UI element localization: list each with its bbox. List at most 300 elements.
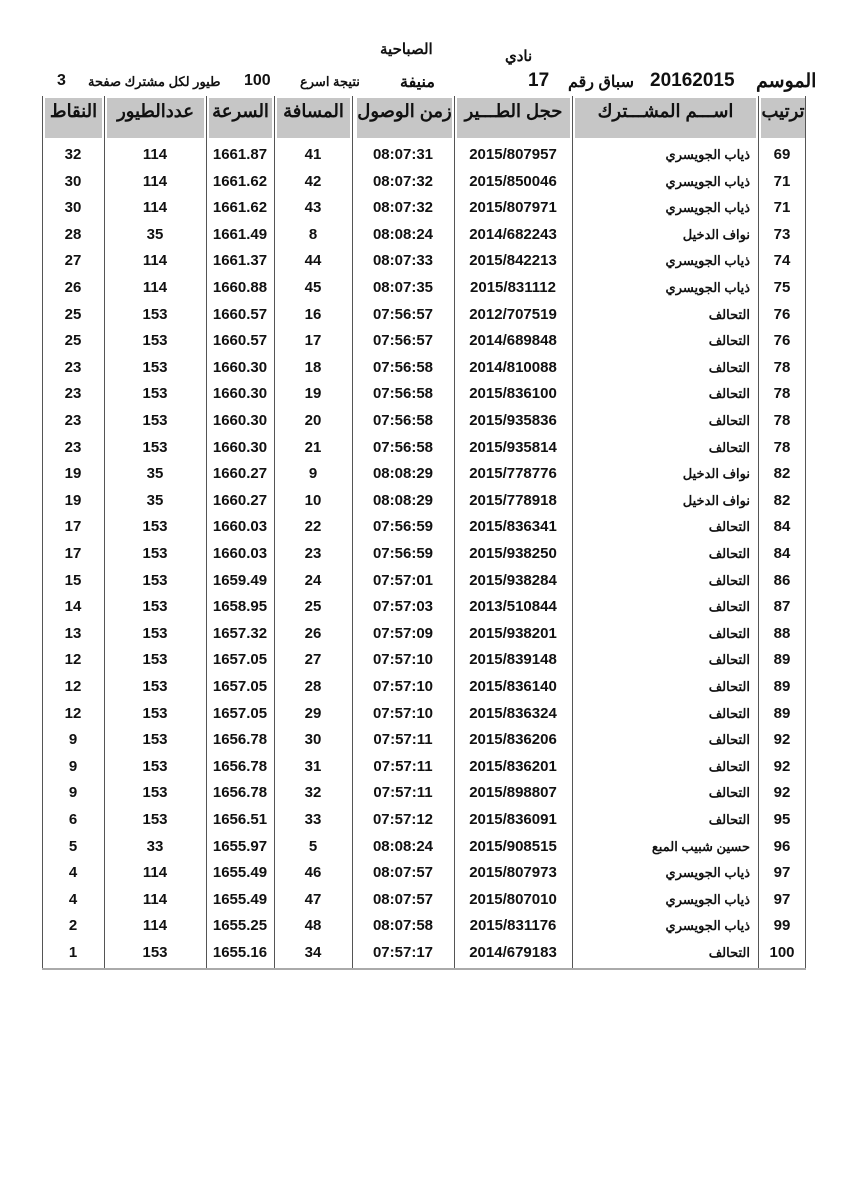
table-row — [42, 621, 806, 648]
cell-arrival: 07:57:10 — [372, 651, 434, 669]
cell-rank: 78 — [773, 385, 791, 403]
table-row — [42, 754, 806, 781]
cell-speed: 1659.49 — [212, 571, 268, 589]
header-ring-number: حجل الطـــير — [457, 98, 570, 138]
header-bird-count: عددالطيور — [107, 98, 204, 138]
cell-ring: 2015/807971 — [469, 199, 557, 217]
cell-distance: 27 — [304, 651, 322, 669]
table-row — [42, 195, 806, 222]
cell-count: 114 — [142, 146, 168, 163]
cell-points: 23 — [64, 385, 82, 403]
cell-points: 32 — [64, 146, 82, 163]
cell-ring: 2014/689848 — [469, 332, 557, 350]
cell-arrival: 08:07:58 — [372, 917, 434, 935]
cell-distance: 22 — [304, 518, 322, 536]
cell-speed: 1660.27 — [212, 491, 268, 509]
cell-rank: 73 — [773, 225, 791, 243]
cell-points: 26 — [64, 279, 82, 296]
results-table — [42, 96, 806, 970]
cell-ring: 2015/938284 — [469, 571, 557, 589]
cell-name: حسين شبيب المبع — [651, 838, 750, 854]
table-row — [42, 780, 806, 807]
cell-arrival: 07:56:57 — [372, 332, 434, 350]
table-row — [42, 488, 806, 515]
cell-count: 35 — [146, 465, 164, 483]
cell-rank: 71 — [773, 172, 791, 190]
table-row — [42, 887, 806, 914]
cell-count: 153 — [142, 704, 168, 722]
cell-arrival: 08:08:24 — [372, 837, 434, 855]
cell-speed: 1660.88 — [212, 279, 268, 296]
cell-arrival: 07:56:59 — [372, 518, 434, 536]
cell-count: 153 — [142, 385, 168, 403]
cell-arrival: 07:57:03 — [372, 598, 434, 616]
cell-points: 14 — [64, 598, 82, 616]
cell-distance: 23 — [304, 545, 322, 562]
season-value: 20162015 — [650, 70, 735, 91]
cell-arrival: 08:08:29 — [372, 491, 434, 509]
page-number: 3 — [57, 72, 66, 89]
cell-distance: 10 — [304, 491, 322, 509]
cell-count: 35 — [146, 225, 164, 243]
cell-distance: 17 — [304, 332, 322, 350]
cell-rank: 75 — [773, 279, 791, 296]
cell-ring: 2015/836100 — [469, 385, 557, 403]
table-row — [42, 328, 806, 355]
cell-name: التحالف — [708, 333, 750, 349]
cell-points: 9 — [68, 731, 78, 749]
cell-distance: 26 — [304, 624, 322, 642]
table-row — [42, 461, 806, 488]
cell-speed: 1657.05 — [212, 704, 268, 722]
cell-distance: 42 — [304, 172, 322, 190]
cell-distance: 48 — [304, 917, 322, 935]
table-row — [42, 913, 806, 940]
cell-speed: 1661.87 — [212, 146, 268, 163]
per-participant-page-label: طيور لكل مشترك صفحة — [88, 74, 221, 89]
cell-points: 25 — [64, 332, 82, 350]
table-row — [42, 541, 806, 568]
header-arrival-time: زمن الوصول — [357, 98, 452, 138]
cell-name: ذياب الجويسري — [665, 891, 750, 907]
cell-arrival: 07:57:17 — [372, 944, 434, 961]
cell-points: 4 — [68, 890, 78, 908]
cell-arrival: 08:07:35 — [372, 279, 434, 296]
cell-arrival: 07:56:57 — [372, 305, 434, 323]
cell-points: 28 — [64, 225, 82, 243]
cell-speed: 1655.49 — [212, 864, 268, 882]
cell-arrival: 08:08:24 — [372, 225, 434, 243]
cell-distance: 41 — [304, 146, 322, 163]
cell-points: 30 — [64, 199, 82, 217]
cell-name: ذياب الجويسري — [665, 918, 750, 934]
header-distance: المسافة — [277, 98, 350, 138]
cell-rank: 82 — [773, 491, 791, 509]
cell-points: 25 — [64, 305, 82, 323]
club-name: الصباحية — [380, 41, 433, 58]
cell-name: التحالف — [708, 732, 750, 748]
cell-ring: 2015/842213 — [469, 252, 557, 270]
cell-points: 19 — [64, 491, 82, 509]
cell-count: 114 — [142, 252, 168, 270]
cell-speed: 1655.49 — [212, 890, 268, 908]
table-row — [42, 568, 806, 595]
cell-arrival: 08:07:57 — [372, 864, 434, 882]
cell-count: 33 — [146, 837, 164, 855]
cell-rank: 92 — [773, 757, 791, 775]
cell-name: التحالف — [708, 306, 750, 322]
cell-arrival: 07:57:11 — [373, 731, 433, 749]
cell-ring: 2015/836140 — [469, 678, 557, 695]
table-row — [42, 514, 806, 541]
cell-count: 153 — [142, 944, 168, 961]
cell-distance: 46 — [304, 864, 322, 882]
cell-speed: 1660.03 — [212, 545, 268, 562]
cell-arrival: 07:57:01 — [372, 571, 434, 589]
cell-rank: 71 — [773, 199, 791, 217]
cell-distance: 24 — [304, 571, 322, 589]
cell-speed: 1656.78 — [212, 731, 268, 749]
cell-distance: 33 — [304, 811, 322, 828]
cell-name: نواف الدخيل — [682, 492, 750, 508]
cell-ring: 2013/510844 — [469, 598, 557, 616]
cell-count: 114 — [142, 917, 168, 935]
cell-speed: 1660.57 — [212, 332, 268, 350]
cell-count: 114 — [142, 199, 168, 217]
table-row — [42, 142, 806, 169]
cell-name: ذياب الجويسري — [665, 253, 750, 269]
cell-name: التحالف — [708, 705, 750, 721]
cell-name: التحالف — [708, 679, 750, 694]
cell-distance: 30 — [304, 731, 322, 749]
cell-rank: 69 — [773, 146, 791, 163]
cell-distance: 21 — [304, 438, 322, 456]
table-row — [42, 860, 806, 887]
cell-name: نواف الدخيل — [682, 226, 750, 242]
cell-rank: 78 — [773, 412, 791, 429]
cell-rank: 87 — [773, 598, 791, 616]
cell-count: 153 — [142, 332, 168, 350]
cell-ring: 2015/938201 — [469, 624, 557, 642]
cell-rank: 89 — [773, 651, 791, 669]
cell-rank: 89 — [773, 704, 791, 722]
table-row — [42, 594, 806, 621]
cell-arrival: 07:57:10 — [372, 704, 434, 722]
header-speed: السرعة — [209, 98, 272, 138]
cell-ring: 2015/938250 — [469, 545, 557, 562]
cell-ring: 2015/831112 — [470, 279, 556, 296]
cell-arrival: 07:56:58 — [372, 412, 434, 429]
cell-count: 153 — [142, 412, 168, 429]
cell-speed: 1660.57 — [212, 305, 268, 323]
cell-distance: 29 — [304, 704, 322, 722]
cell-count: 153 — [142, 757, 168, 775]
cell-rank: 74 — [773, 252, 791, 270]
cell-distance: 34 — [304, 944, 322, 961]
cell-ring: 2014/810088 — [469, 358, 557, 376]
fastest-count: 100 — [244, 72, 271, 89]
cell-rank: 84 — [773, 518, 791, 536]
table-row — [42, 435, 806, 462]
cell-speed: 1655.16 — [212, 944, 268, 961]
cell-ring: 2015/807957 — [469, 146, 557, 163]
cell-arrival: 07:57:11 — [373, 757, 433, 775]
cell-points: 23 — [64, 358, 82, 376]
cell-distance: 43 — [304, 199, 322, 217]
cell-count: 114 — [142, 864, 168, 882]
cell-rank: 84 — [773, 545, 791, 562]
cell-count: 153 — [142, 651, 168, 669]
cell-arrival: 08:07:33 — [372, 252, 434, 270]
cell-points: 30 — [64, 172, 82, 190]
cell-points: 17 — [64, 545, 82, 562]
cell-speed: 1656.78 — [212, 757, 268, 775]
cell-name: التحالف — [708, 945, 750, 960]
cell-ring: 2015/778918 — [469, 491, 557, 509]
cell-ring: 2015/836201 — [469, 757, 557, 775]
cell-name: ذياب الجويسري — [665, 147, 750, 162]
cell-name: نواف الدخيل — [682, 466, 750, 482]
cell-name: ذياب الجويسري — [665, 173, 750, 189]
cell-speed: 1657.05 — [212, 651, 268, 669]
cell-speed: 1660.30 — [212, 385, 268, 403]
cell-ring: 2015/831176 — [469, 917, 557, 935]
cell-rank: 78 — [773, 438, 791, 456]
cell-distance: 19 — [304, 385, 322, 403]
cell-rank: 97 — [773, 890, 791, 908]
cell-name: التحالف — [708, 519, 750, 535]
cell-name: ذياب الجويسري — [665, 865, 750, 881]
fastest-label: نتيجة اسرع — [300, 74, 360, 89]
cell-arrival: 07:56:58 — [372, 438, 434, 456]
cell-count: 153 — [142, 811, 168, 828]
cell-arrival: 08:07:32 — [372, 199, 434, 217]
cell-distance: 44 — [304, 252, 322, 270]
cell-points: 27 — [64, 252, 82, 270]
cell-distance: 9 — [308, 465, 318, 483]
cell-name: التحالف — [708, 599, 750, 615]
cell-rank: 99 — [773, 917, 791, 935]
cell-points: 1 — [68, 944, 78, 961]
cell-points: 15 — [64, 571, 82, 589]
table-row — [42, 727, 806, 754]
cell-ring: 2015/807010 — [469, 890, 557, 908]
cell-rank: 100 — [769, 944, 795, 961]
cell-arrival: 07:56:58 — [372, 358, 434, 376]
table-row — [42, 408, 806, 435]
cell-speed: 1660.30 — [212, 438, 268, 456]
cell-points: 12 — [64, 704, 82, 722]
table-row — [42, 674, 806, 701]
cell-points: 13 — [64, 624, 82, 642]
table-row — [42, 647, 806, 674]
cell-arrival: 07:57:10 — [372, 678, 434, 695]
cell-points: 12 — [64, 678, 82, 695]
cell-rank: 97 — [773, 864, 791, 882]
table-bottom-border — [42, 968, 806, 970]
cell-name: التحالف — [708, 359, 750, 375]
cell-rank: 92 — [773, 784, 791, 802]
cell-distance: 20 — [304, 412, 322, 429]
cell-count: 153 — [142, 305, 168, 323]
table-row — [42, 275, 806, 302]
cell-ring: 2015/935836 — [469, 412, 557, 429]
cell-name: التحالف — [708, 625, 750, 641]
race-label: سباق رقم — [568, 74, 634, 91]
cell-arrival: 07:56:58 — [372, 385, 434, 403]
cell-ring: 2015/836341 — [469, 518, 557, 536]
cell-rank: 86 — [773, 571, 791, 589]
cell-points: 2 — [68, 917, 78, 935]
cell-ring: 2015/850046 — [469, 172, 557, 190]
cell-ring: 2015/807973 — [469, 864, 557, 882]
cell-count: 153 — [142, 358, 168, 376]
cell-distance: 16 — [304, 305, 322, 323]
cell-count: 153 — [142, 784, 168, 802]
cell-ring: 2012/707519 — [469, 305, 557, 323]
cell-points: 23 — [64, 412, 82, 429]
cell-speed: 1661.62 — [212, 172, 268, 190]
cell-rank: 96 — [773, 837, 791, 855]
cell-name: التحالف — [708, 546, 750, 561]
table-row — [42, 169, 806, 196]
cell-count: 153 — [142, 571, 168, 589]
cell-distance: 28 — [304, 678, 322, 695]
cell-distance: 8 — [308, 225, 318, 243]
cell-name: التحالف — [708, 652, 750, 668]
cell-speed: 1661.62 — [212, 199, 268, 217]
cell-name: التحالف — [708, 758, 750, 774]
cell-rank: 88 — [773, 624, 791, 642]
cell-points: 9 — [68, 784, 78, 802]
cell-distance: 32 — [304, 784, 322, 802]
cell-arrival: 07:57:11 — [373, 784, 433, 802]
cell-speed: 1660.30 — [212, 412, 268, 429]
cell-speed: 1655.97 — [212, 837, 268, 855]
cell-points: 17 — [64, 518, 82, 536]
cell-speed: 1656.78 — [212, 784, 268, 802]
cell-name: ذياب الجويسري — [665, 200, 750, 216]
cell-speed: 1657.05 — [212, 678, 268, 695]
cell-rank: 76 — [773, 332, 791, 350]
table-row — [42, 302, 806, 329]
cell-ring: 2014/682243 — [469, 225, 557, 243]
race-number: 17 — [528, 70, 550, 91]
cell-speed: 1660.27 — [212, 465, 268, 483]
club-label: نادي — [505, 48, 533, 65]
header-points: النقاط — [45, 98, 102, 138]
cell-count: 153 — [142, 545, 168, 562]
cell-arrival: 08:07:31 — [372, 146, 434, 163]
cell-speed: 1660.03 — [212, 518, 268, 536]
cell-rank: 89 — [773, 678, 791, 695]
table-row — [42, 940, 806, 967]
cell-speed: 1660.30 — [212, 358, 268, 376]
table-row — [42, 355, 806, 382]
cell-ring: 2015/836091 — [469, 811, 557, 828]
cell-ring: 2015/836324 — [469, 704, 557, 722]
cell-distance: 31 — [304, 757, 322, 775]
cell-distance: 5 — [308, 837, 318, 855]
cell-distance: 45 — [304, 279, 322, 296]
cell-arrival: 07:57:12 — [372, 811, 434, 828]
cell-speed: 1658.95 — [212, 598, 268, 616]
cell-speed: 1655.25 — [212, 917, 268, 935]
cell-count: 35 — [146, 491, 164, 509]
cell-speed: 1657.32 — [212, 624, 268, 642]
cell-points: 6 — [68, 811, 78, 828]
cell-speed: 1661.49 — [212, 225, 268, 243]
cell-arrival: 07:57:09 — [372, 624, 434, 642]
cell-arrival: 08:07:57 — [372, 890, 434, 908]
cell-speed: 1661.37 — [212, 252, 268, 270]
header-participant-name: اســـم المشـــترك — [575, 98, 756, 138]
cell-count: 153 — [142, 731, 168, 749]
cell-ring: 2015/898807 — [469, 784, 557, 802]
cell-rank: 92 — [773, 731, 791, 749]
cell-count: 114 — [142, 172, 168, 190]
cell-rank: 82 — [773, 465, 791, 483]
cell-points: 23 — [64, 438, 82, 456]
cell-distance: 47 — [304, 890, 322, 908]
cell-count: 114 — [142, 890, 168, 908]
header-rank: ترتيب — [761, 98, 805, 138]
cell-points: 19 — [64, 465, 82, 483]
table-row — [42, 222, 806, 249]
cell-count: 153 — [142, 518, 168, 536]
cell-name: التحالف — [708, 785, 750, 801]
season-label: الموسم — [756, 71, 817, 92]
cell-ring: 2015/935814 — [469, 438, 557, 456]
cell-name: التحالف — [708, 386, 750, 402]
cell-points: 5 — [68, 837, 78, 855]
cell-name: التحالف — [708, 812, 750, 827]
cell-count: 114 — [142, 279, 168, 296]
cell-name: ذياب الجويسري — [665, 280, 750, 295]
table-row — [42, 381, 806, 408]
cell-speed: 1656.51 — [212, 811, 268, 828]
cell-ring: 2015/839148 — [469, 651, 557, 669]
cell-count: 153 — [142, 624, 168, 642]
table-row — [42, 807, 806, 834]
cell-arrival: 08:07:32 — [372, 172, 434, 190]
table-row — [42, 701, 806, 728]
cell-count: 153 — [142, 678, 168, 695]
cell-count: 153 — [142, 598, 168, 616]
cell-ring: 2015/836206 — [469, 731, 557, 749]
cell-ring: 2015/908515 — [469, 837, 557, 855]
cell-points: 12 — [64, 651, 82, 669]
cell-count: 153 — [142, 438, 168, 456]
table-row — [42, 248, 806, 275]
race-location: منيفة — [400, 74, 435, 91]
cell-rank: 76 — [773, 305, 791, 323]
cell-name: التحالف — [708, 413, 750, 428]
cell-points: 9 — [68, 757, 78, 775]
cell-rank: 95 — [773, 811, 791, 828]
cell-distance: 25 — [304, 598, 322, 616]
cell-name: التحالف — [708, 572, 750, 588]
cell-ring: 2015/778776 — [469, 465, 557, 483]
cell-points: 4 — [68, 864, 78, 882]
cell-arrival: 07:56:59 — [372, 545, 434, 562]
cell-arrival: 08:08:29 — [372, 465, 434, 483]
cell-name: التحالف — [708, 439, 750, 455]
table-row — [42, 834, 806, 861]
cell-distance: 18 — [304, 358, 322, 376]
cell-ring: 2014/679183 — [469, 944, 557, 961]
cell-rank: 78 — [773, 358, 791, 376]
